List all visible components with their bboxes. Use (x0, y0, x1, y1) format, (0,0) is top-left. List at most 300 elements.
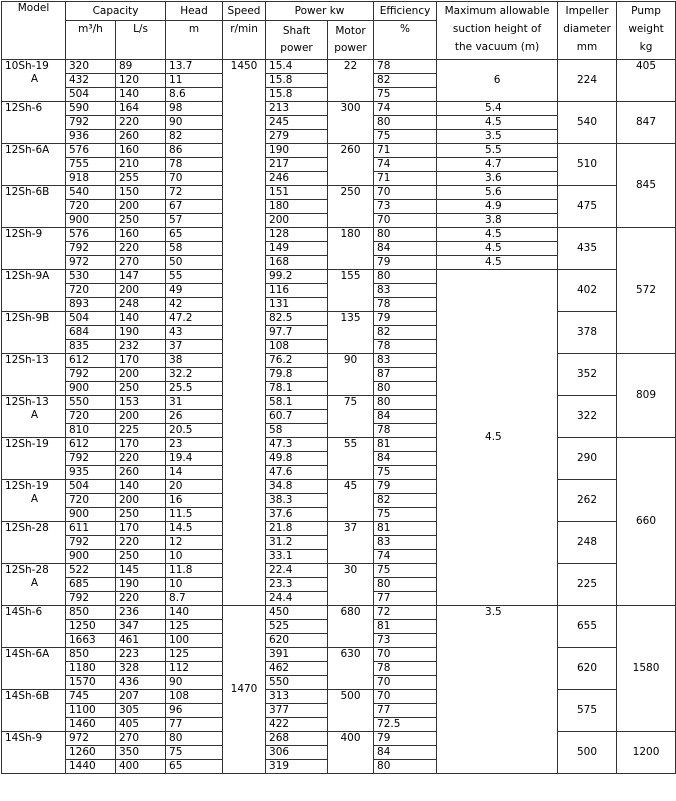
capacity-ls-cell: 236 (116, 606, 166, 620)
efficiency-cell: 79 (374, 732, 437, 746)
capacity-m3h-cell: 792 (66, 116, 116, 130)
head-cell: 80 (166, 732, 223, 746)
capacity-m3h-cell: 504 (66, 312, 116, 326)
capacity-ls-cell: 232 (116, 340, 166, 354)
capacity-m3h-cell: 972 (66, 732, 116, 746)
model-name (2, 102, 66, 144)
capacity-m3h-cell: 612 (66, 354, 116, 368)
efficiency-cell: 79 (374, 480, 437, 494)
efficiency-cell: 81 (374, 620, 437, 634)
shaft-power-cell: 246 (266, 172, 328, 186)
shaft-power-cell: 60.7 (266, 410, 328, 424)
head-cell: 31 (166, 396, 223, 410)
efficiency-cell: 73 (374, 200, 437, 214)
capacity-ls-cell: 250 (116, 214, 166, 228)
head-cell: 65 (166, 760, 223, 774)
capacity-ls-cell: 220 (116, 242, 166, 256)
head-cell: 20 (166, 480, 223, 494)
efficiency-cell: 78 (374, 662, 437, 676)
table-row (2, 270, 676, 284)
capacity-ls-cell: 436 (116, 676, 166, 690)
shaft-power-cell: 58 (266, 424, 328, 438)
impeller-diameter-cell: 575 (558, 690, 617, 732)
model-name (2, 270, 66, 312)
efficiency-cell: 83 (374, 536, 437, 550)
model-name (2, 690, 66, 732)
header-suction-line3: the vacuum (m) (454, 41, 540, 53)
shaft-power-cell: 49.8 (266, 452, 328, 466)
model-name (2, 354, 66, 396)
shaft-power-cell: 131 (266, 298, 328, 312)
capacity-ls-cell: 250 (116, 382, 166, 396)
header-motor-line1: Motor (335, 25, 366, 37)
efficiency-cell: 73 (374, 634, 437, 648)
header-motor-power (328, 21, 374, 60)
capacity-m3h-cell: 792 (66, 368, 116, 382)
shaft-power-cell: 217 (266, 158, 328, 172)
header-shaft-line2: power (280, 42, 313, 54)
head-cell: 37 (166, 340, 223, 354)
table-row (2, 396, 676, 410)
model-name-line1: 12Sh-19 (5, 480, 49, 492)
motor-power-cell: 55 (328, 438, 374, 480)
efficiency-cell: 84 (374, 242, 437, 256)
capacity-ls-cell: 225 (116, 424, 166, 438)
capacity-m3h-cell: 720 (66, 200, 116, 214)
head-cell: 78 (166, 158, 223, 172)
shaft-power-cell: 15.4 (266, 60, 328, 74)
table-row (2, 438, 676, 452)
pump-weight-cell: 809 (617, 354, 676, 438)
motor-power-cell: 135 (328, 312, 374, 354)
model-name (2, 522, 66, 564)
capacity-ls-cell: 220 (116, 116, 166, 130)
head-cell: 75 (166, 746, 223, 760)
table-row (2, 648, 676, 662)
suction-height-cell: 4.5 (437, 228, 558, 242)
efficiency-cell: 75 (374, 130, 437, 144)
header-shaft-line1: Shaft (282, 25, 311, 37)
table-row (2, 102, 676, 116)
model-name-line1: 12Sh-9A (5, 270, 50, 282)
head-cell: 26 (166, 410, 223, 424)
header-suction (437, 2, 558, 60)
capacity-ls-cell: 145 (116, 564, 166, 578)
model-name (2, 564, 66, 606)
head-cell: 100 (166, 634, 223, 648)
header-speed-unit: r/min (223, 21, 266, 60)
capacity-m3h-cell: 720 (66, 494, 116, 508)
capacity-ls-cell: 461 (116, 634, 166, 648)
efficiency-cell: 87 (374, 368, 437, 382)
efficiency-cell: 70 (374, 214, 437, 228)
shaft-power-cell: 79.8 (266, 368, 328, 382)
head-cell: 20.5 (166, 424, 223, 438)
capacity-ls-cell: 220 (116, 592, 166, 606)
header-impeller (558, 2, 617, 60)
header-capacity: Capacity (66, 2, 166, 21)
shaft-power-cell: 76.2 (266, 354, 328, 368)
efficiency-cell: 70 (374, 648, 437, 662)
capacity-ls-cell: 147 (116, 270, 166, 284)
model-name-line1: 12Sh-9B (5, 312, 50, 324)
head-cell: 55 (166, 270, 223, 284)
efficiency-cell: 70 (374, 676, 437, 690)
model-name-line1: 12Sh-19 (5, 438, 49, 450)
suction-height-cell: 3.6 (437, 172, 558, 186)
table-row (2, 480, 676, 494)
capacity-ls-cell: 210 (116, 158, 166, 172)
model-name-line2: A (30, 73, 39, 85)
shaft-power-cell: 34.8 (266, 480, 328, 494)
header-model: Model (2, 2, 66, 60)
suction-height-cell: 3.5 (437, 606, 558, 774)
efficiency-cell: 72 (374, 606, 437, 620)
capacity-m3h-cell: 936 (66, 130, 116, 144)
capacity-m3h-cell: 918 (66, 172, 116, 186)
pump-weight-cell: 847 (617, 102, 676, 144)
shaft-power-cell: 78.1 (266, 382, 328, 396)
shaft-power-cell: 37.6 (266, 508, 328, 522)
shaft-power-cell: 38.3 (266, 494, 328, 508)
shaft-power-cell: 15.8 (266, 88, 328, 102)
header-head-unit: m (166, 21, 223, 60)
head-cell: 8.7 (166, 592, 223, 606)
capacity-ls-cell: 255 (116, 172, 166, 186)
capacity-m3h-cell: 685 (66, 578, 116, 592)
shaft-power-cell: 31.2 (266, 536, 328, 550)
header-weight (617, 2, 676, 60)
efficiency-cell: 74 (374, 102, 437, 116)
capacity-ls-cell: 207 (116, 690, 166, 704)
header-weight-line1: Pump (631, 5, 661, 17)
table-row (2, 522, 676, 536)
header-capacity-ls: L/s (116, 21, 166, 60)
impeller-diameter-cell: 262 (558, 480, 617, 522)
shaft-power-cell: 22.4 (266, 564, 328, 578)
efficiency-cell: 82 (374, 74, 437, 88)
head-cell: 125 (166, 648, 223, 662)
suction-height-cell: 4.5 (437, 270, 558, 606)
efficiency-cell: 83 (374, 284, 437, 298)
capacity-ls-cell: 170 (116, 522, 166, 536)
model-name-line1: 12Sh-9 (5, 228, 43, 240)
table-row (2, 186, 676, 200)
head-cell: 77 (166, 718, 223, 732)
header-suction-line2: suction height of (452, 23, 542, 35)
capacity-m3h-cell: 850 (66, 606, 116, 620)
capacity-m3h-cell: 900 (66, 382, 116, 396)
capacity-m3h-cell: 504 (66, 480, 116, 494)
capacity-m3h-cell: 792 (66, 592, 116, 606)
capacity-m3h-cell: 576 (66, 228, 116, 242)
header-suction-line1: Maximum allowable (444, 5, 550, 17)
head-cell: 67 (166, 200, 223, 214)
model-name-line2: A (30, 493, 39, 505)
efficiency-cell: 81 (374, 438, 437, 452)
capacity-m3h-cell: 611 (66, 522, 116, 536)
capacity-ls-cell: 248 (116, 298, 166, 312)
head-cell: 11.8 (166, 564, 223, 578)
pump-weight-cell: 1580 (617, 606, 676, 732)
capacity-m3h-cell: 900 (66, 550, 116, 564)
head-cell: 108 (166, 690, 223, 704)
motor-power-cell: 37 (328, 522, 374, 564)
head-cell: 14.5 (166, 522, 223, 536)
capacity-ls-cell: 190 (116, 578, 166, 592)
capacity-m3h-cell: 530 (66, 270, 116, 284)
suction-height-cell: 4.9 (437, 200, 558, 214)
head-cell: 32.2 (166, 368, 223, 382)
impeller-diameter-cell: 402 (558, 270, 617, 312)
capacity-ls-cell: 200 (116, 410, 166, 424)
capacity-m3h-cell: 1260 (66, 746, 116, 760)
header-shaft-power (266, 21, 328, 60)
shaft-power-cell: 116 (266, 284, 328, 298)
model-name (2, 228, 66, 270)
capacity-m3h-cell: 540 (66, 186, 116, 200)
capacity-m3h-cell: 792 (66, 452, 116, 466)
efficiency-cell: 75 (374, 564, 437, 578)
shaft-power-cell: 15.8 (266, 74, 328, 88)
capacity-ls-cell: 260 (116, 130, 166, 144)
header-efficiency: Efficiency (374, 2, 437, 21)
shaft-power-cell: 306 (266, 746, 328, 760)
efficiency-cell: 78 (374, 298, 437, 312)
shaft-power-cell: 313 (266, 690, 328, 704)
capacity-m3h-cell: 576 (66, 144, 116, 158)
shaft-power-cell: 47.3 (266, 438, 328, 452)
head-cell: 58 (166, 242, 223, 256)
head-cell: 96 (166, 704, 223, 718)
table-row (2, 354, 676, 368)
capacity-m3h-cell: 1100 (66, 704, 116, 718)
capacity-ls-cell: 400 (116, 760, 166, 774)
model-name-line1: 10Sh-19 (5, 60, 49, 72)
efficiency-cell: 78 (374, 424, 437, 438)
capacity-m3h-cell: 1570 (66, 676, 116, 690)
header-weight-line2: weight (628, 23, 664, 35)
capacity-m3h-cell: 935 (66, 466, 116, 480)
capacity-m3h-cell: 900 (66, 508, 116, 522)
motor-power-cell: 400 (328, 732, 374, 774)
shaft-power-cell: 33.1 (266, 550, 328, 564)
capacity-m3h-cell: 900 (66, 214, 116, 228)
capacity-m3h-cell: 320 (66, 60, 116, 74)
impeller-diameter-cell: 475 (558, 186, 617, 228)
model-name-line1: 12Sh-13 (5, 354, 49, 366)
table-row (2, 606, 676, 620)
capacity-ls-cell: 190 (116, 326, 166, 340)
table-row (2, 564, 676, 578)
table-row (2, 60, 676, 74)
shaft-power-cell: 168 (266, 256, 328, 270)
efficiency-cell: 84 (374, 746, 437, 760)
model-name-line1: 14Sh-6 (5, 606, 43, 618)
capacity-ls-cell: 328 (116, 662, 166, 676)
head-cell: 50 (166, 256, 223, 270)
speed-cell: 1470 (223, 606, 266, 774)
table-row (2, 690, 676, 704)
capacity-ls-cell: 260 (116, 466, 166, 480)
head-cell: 47.2 (166, 312, 223, 326)
suction-height-cell: 5.6 (437, 186, 558, 200)
capacity-ls-cell: 164 (116, 102, 166, 116)
head-cell: 12 (166, 536, 223, 550)
capacity-ls-cell: 200 (116, 284, 166, 298)
pump-weight-cell: 660 (617, 438, 676, 606)
shaft-power-cell: 200 (266, 214, 328, 228)
shaft-power-cell: 377 (266, 704, 328, 718)
capacity-m3h-cell: 1663 (66, 634, 116, 648)
head-cell: 125 (166, 620, 223, 634)
head-cell: 57 (166, 214, 223, 228)
model-name-line1: 12Sh-6 (5, 102, 43, 114)
model-name-line1: 12Sh-6B (5, 186, 50, 198)
capacity-ls-cell: 223 (116, 648, 166, 662)
head-cell: 25.5 (166, 382, 223, 396)
capacity-m3h-cell: 432 (66, 74, 116, 88)
shaft-power-cell: 550 (266, 676, 328, 690)
suction-height-cell: 5.5 (437, 144, 558, 158)
suction-height-cell: 3.8 (437, 214, 558, 228)
suction-height-cell: 6 (437, 60, 558, 102)
table-body (2, 60, 676, 774)
capacity-m3h-cell: 835 (66, 340, 116, 354)
impeller-diameter-cell: 510 (558, 144, 617, 186)
capacity-ls-cell: 170 (116, 354, 166, 368)
head-cell: 10 (166, 578, 223, 592)
model-name-line2: A (30, 577, 39, 589)
capacity-m3h-cell: 720 (66, 284, 116, 298)
suction-height-cell: 3.5 (437, 130, 558, 144)
head-cell: 65 (166, 228, 223, 242)
impeller-diameter-cell: 655 (558, 606, 617, 648)
efficiency-cell: 80 (374, 760, 437, 774)
model-name (2, 438, 66, 480)
shaft-power-cell: 462 (266, 662, 328, 676)
model-name-line1: 12Sh-28 (5, 522, 49, 534)
motor-power-cell: 250 (328, 186, 374, 228)
efficiency-cell: 80 (374, 116, 437, 130)
pump-spec-table (1, 1, 676, 774)
shaft-power-cell: 620 (266, 634, 328, 648)
pump-weight-cell: 572 (617, 228, 676, 354)
capacity-ls-cell: 160 (116, 228, 166, 242)
impeller-diameter-cell: 290 (558, 438, 617, 480)
head-cell: 98 (166, 102, 223, 116)
shaft-power-cell: 97.7 (266, 326, 328, 340)
capacity-ls-cell: 270 (116, 256, 166, 270)
shaft-power-cell: 391 (266, 648, 328, 662)
suction-height-cell: 4.7 (437, 158, 558, 172)
head-cell: 112 (166, 662, 223, 676)
model-name (2, 186, 66, 228)
model-name-line1: 12Sh-28 (5, 564, 49, 576)
head-cell: 86 (166, 144, 223, 158)
table-row (2, 228, 676, 242)
efficiency-cell: 82 (374, 494, 437, 508)
impeller-diameter-cell: 620 (558, 648, 617, 690)
motor-power-cell: 30 (328, 564, 374, 606)
speed-cell: 1450 (223, 60, 266, 606)
head-cell: 13.7 (166, 60, 223, 74)
suction-height-cell: 4.5 (437, 116, 558, 130)
efficiency-cell: 81 (374, 522, 437, 536)
efficiency-cell: 80 (374, 578, 437, 592)
efficiency-cell: 79 (374, 256, 437, 270)
model-name-line1: 14Sh-6A (5, 648, 50, 660)
efficiency-cell: 82 (374, 326, 437, 340)
capacity-ls-cell: 200 (116, 200, 166, 214)
pump-weight-cell: 405 (617, 60, 676, 102)
model-name-line1: 12Sh-6A (5, 144, 50, 156)
suction-height-cell: 5.4 (437, 102, 558, 116)
efficiency-cell: 77 (374, 704, 437, 718)
shaft-power-cell: 190 (266, 144, 328, 158)
model-name (2, 606, 66, 648)
capacity-ls-cell: 405 (116, 718, 166, 732)
capacity-m3h-cell: 972 (66, 256, 116, 270)
shaft-power-cell: 47.6 (266, 466, 328, 480)
capacity-ls-cell: 347 (116, 620, 166, 634)
motor-power-cell: 680 (328, 606, 374, 648)
shaft-power-cell: 24.4 (266, 592, 328, 606)
capacity-m3h-cell: 590 (66, 102, 116, 116)
impeller-diameter-cell: 225 (558, 564, 617, 606)
capacity-m3h-cell: 792 (66, 242, 116, 256)
impeller-diameter-cell: 500 (558, 732, 617, 774)
model-name (2, 480, 66, 522)
efficiency-cell: 74 (374, 550, 437, 564)
impeller-diameter-cell: 352 (558, 354, 617, 396)
motor-power-cell: 90 (328, 354, 374, 396)
efficiency-cell: 75 (374, 88, 437, 102)
shaft-power-cell: 180 (266, 200, 328, 214)
efficiency-cell: 71 (374, 144, 437, 158)
capacity-ls-cell: 305 (116, 704, 166, 718)
impeller-diameter-cell: 224 (558, 60, 617, 102)
efficiency-cell: 80 (374, 270, 437, 284)
capacity-ls-cell: 89 (116, 60, 166, 74)
capacity-m3h-cell: 1250 (66, 620, 116, 634)
efficiency-cell: 80 (374, 396, 437, 410)
shaft-power-cell: 279 (266, 130, 328, 144)
header-speed: Speed (223, 2, 266, 21)
capacity-ls-cell: 350 (116, 746, 166, 760)
efficiency-cell: 78 (374, 60, 437, 74)
head-cell: 43 (166, 326, 223, 340)
capacity-ls-cell: 220 (116, 536, 166, 550)
capacity-m3h-cell: 504 (66, 88, 116, 102)
head-cell: 11.5 (166, 508, 223, 522)
head-cell: 72 (166, 186, 223, 200)
head-cell: 70 (166, 172, 223, 186)
motor-power-cell: 260 (328, 144, 374, 186)
capacity-ls-cell: 200 (116, 368, 166, 382)
capacity-m3h-cell: 612 (66, 438, 116, 452)
pump-weight-cell: 845 (617, 144, 676, 228)
capacity-m3h-cell: 720 (66, 410, 116, 424)
head-cell: 140 (166, 606, 223, 620)
motor-power-cell: 630 (328, 648, 374, 690)
header-motor-line2: power (334, 42, 367, 54)
efficiency-cell: 80 (374, 228, 437, 242)
model-name (2, 144, 66, 186)
efficiency-cell: 84 (374, 410, 437, 424)
efficiency-cell: 71 (374, 172, 437, 186)
capacity-ls-cell: 153 (116, 396, 166, 410)
